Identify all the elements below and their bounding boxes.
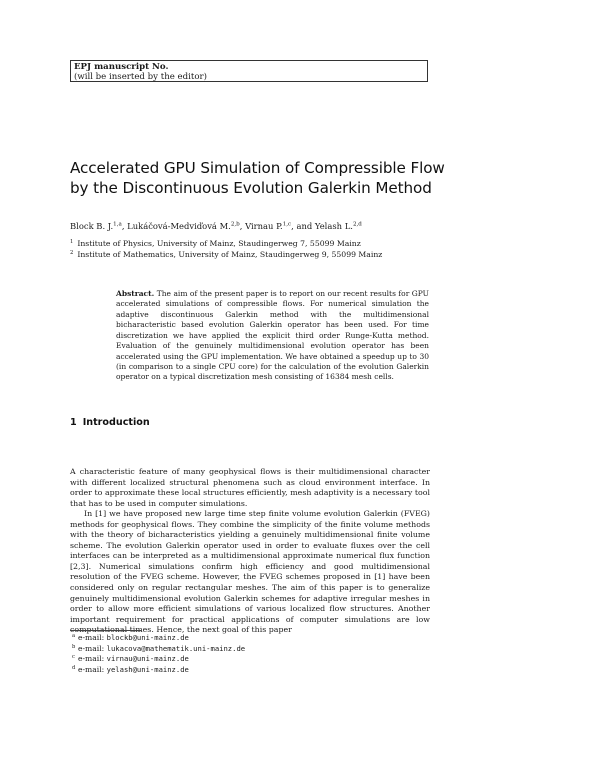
footnote	[70, 644, 430, 655]
paragraph: A characteristic feature of many geophysical flows is their multidimensional character with different localized structural phenomena such as cloud environment interface. In order to approximate these local structures efficiently, mesh adaptivity is a necessary tool that has to be used in computer simulations.	[70, 467, 430, 508]
footnote-mark: c	[72, 654, 75, 661]
footnote	[70, 654, 430, 665]
affiliation-text: Institute of Physics, University of Mainz, Staudingerweg 7, 55099 Mainz	[77, 239, 361, 248]
author-marks: 2,d	[352, 221, 362, 228]
author-marks: 1,a	[113, 221, 122, 228]
author-name: Yelash L.	[314, 221, 353, 231]
footnote-email: blockb@uni-mainz.de	[106, 633, 189, 642]
section-title: Introduction	[82, 417, 150, 428]
author	[127, 221, 245, 231]
author-marks: 2,b	[230, 221, 240, 228]
body-text	[70, 467, 430, 636]
affiliation-text: Institute of Mathematics, University of Mainz, Staudingerweg 9, 55099 Mainz	[77, 250, 383, 260]
footnote-rule	[70, 630, 142, 631]
author-name: Virnau P.	[245, 221, 283, 231]
author-separator: , and	[291, 221, 315, 231]
author-list	[70, 220, 470, 232]
footnote-email: lukacova@mathematik.uni-mainz.de	[106, 643, 246, 653]
manuscript-label: EPJ manuscript No.	[74, 62, 169, 72]
footnote-mark: a	[72, 633, 76, 639]
author-separator: ,	[121, 221, 128, 231]
affiliation	[70, 238, 470, 249]
abstract-label: Abstract.	[116, 289, 155, 298]
footnote-email: yelash@uni-mainz.de	[106, 664, 189, 674]
author-marks: 1,c	[282, 221, 292, 228]
section-heading	[70, 417, 150, 429]
paragraph: In [1] we have proposed new large time step finite volume evolution Galerkin (FVEG) methods for geophysical flows. They combine the simplicity of the finite volume methods with the theory of bicharacteristics yielding a genuinely multidimensional finite volume scheme. The evolution Galerkin operator used in order to evaluate fluxes over the cell interfaces can be interpreted as a multidimensional approximate numerical flux function [2,3]. Numerical simulations confirm high efficiency and good multidimensional resolution of the FVEG scheme. However, the FVEG schemes proposed in [1] have been considered only on regular rectangular meshes. The aim of this paper is to generalize genuinely multidimensional evolution Galerkin schemes for adaptive irregular meshes in order to allow more efficient simulations of various localized flow structures. Another important requirement for practical applications of computer simulations are low computational times. Hence, the next goal of this paper	[70, 509, 430, 635]
footnote	[70, 665, 430, 676]
footnote-email: virnau@uni-mainz.de	[106, 654, 189, 664]
footnote-list	[70, 633, 430, 675]
footnote-mark: d	[72, 664, 76, 671]
paper-title: Accelerated GPU Simulation of Compressible Flow by the Discontinuous Evolution Galerkin Method	[70, 159, 445, 197]
author	[245, 221, 315, 231]
footnote-label: e-mail:	[78, 654, 105, 664]
author-separator: ,	[239, 221, 246, 231]
footnote-label: e-mail:	[78, 643, 105, 653]
author	[315, 221, 362, 231]
affiliation	[70, 249, 470, 260]
author	[70, 221, 127, 231]
footnote	[70, 633, 430, 644]
abstract-text: The aim of the present paper is to report on our recent results for GPU accelerated simulations of compressible flows. For numerical simulation the adaptive discontinuous Galerkin method with the multidimensional bicharacteristic based evolution Galerkin operator has been used. For time discretization we have applied the explicit third order Runge-Kutta method. Evaluation of the genuinely multidimensional evolution operator has been accelerated using the GPU implementation. We have obtained a speedup up to 30 (in comparison to a single CPU core) for the calculation of the evolution Galerkin operator on a typical discretization mesh consisting of 16384 mesh cells.	[116, 289, 430, 382]
author-name: Block B. J.	[70, 221, 114, 231]
affiliation-list	[70, 238, 470, 260]
footnote-label: e-mail:	[78, 633, 105, 642]
affiliation-mark: 1	[70, 239, 74, 245]
abstract	[116, 289, 429, 383]
section-number: 1	[70, 417, 77, 428]
footnote-mark: b	[72, 643, 76, 650]
footnote-label: e-mail:	[78, 664, 105, 674]
manuscript-note: (will be inserted by the editor)	[74, 72, 207, 82]
manuscript-box	[70, 60, 428, 82]
author-name: Lukáčová-Medviďová M.	[127, 221, 231, 231]
affiliation-mark: 2	[70, 250, 74, 257]
